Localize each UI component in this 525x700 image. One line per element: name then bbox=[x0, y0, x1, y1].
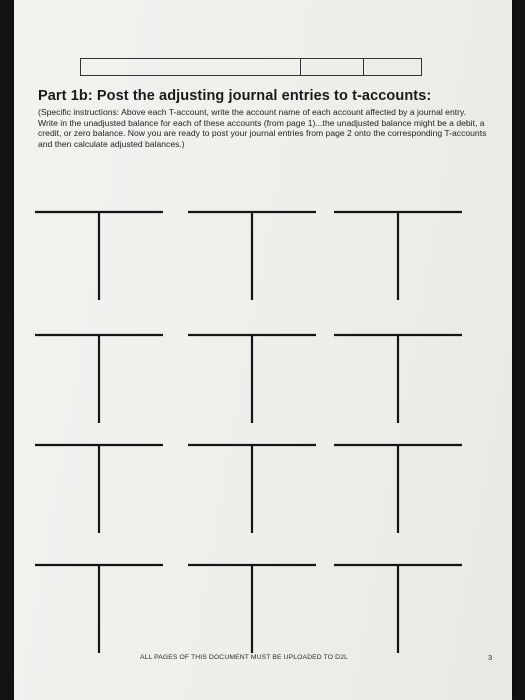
t-account-r1c3 bbox=[334, 212, 462, 300]
t-account-r2c1 bbox=[35, 335, 163, 423]
t-account-r2c2 bbox=[188, 335, 316, 423]
t-account-r3c2 bbox=[188, 445, 316, 533]
footer-notice: ALL PAGES OF THIS DOCUMENT MUST BE UPLOADED TO D2L bbox=[140, 654, 348, 661]
page-number: 3 bbox=[488, 653, 493, 662]
t-account-r4c1 bbox=[35, 565, 163, 653]
instructions-text: (Specific instructions: Above each T-account, write the account name of each account affected by a journal entry. Write in the unadjusted balance for each of these accounts (from page 1)...the unadjusted balance might be a debit, a credit, or zero balance. Now you are ready to post your journal entries from page 2 onto the corresponding T-accounts and then calculate adjusted balances.) bbox=[38, 107, 487, 149]
t-account-r1c1 bbox=[35, 212, 163, 300]
part-heading: Part 1b: Post the adjusting journal entries to t-accounts: bbox=[38, 88, 432, 104]
t-account-r3c1 bbox=[35, 445, 163, 533]
t-account-r3c3 bbox=[334, 445, 462, 533]
t-account-r2c3 bbox=[334, 335, 462, 423]
t-account-r4c2 bbox=[188, 565, 316, 653]
t-account-r4c3 bbox=[334, 565, 462, 653]
t-account-r1c2 bbox=[188, 212, 316, 300]
